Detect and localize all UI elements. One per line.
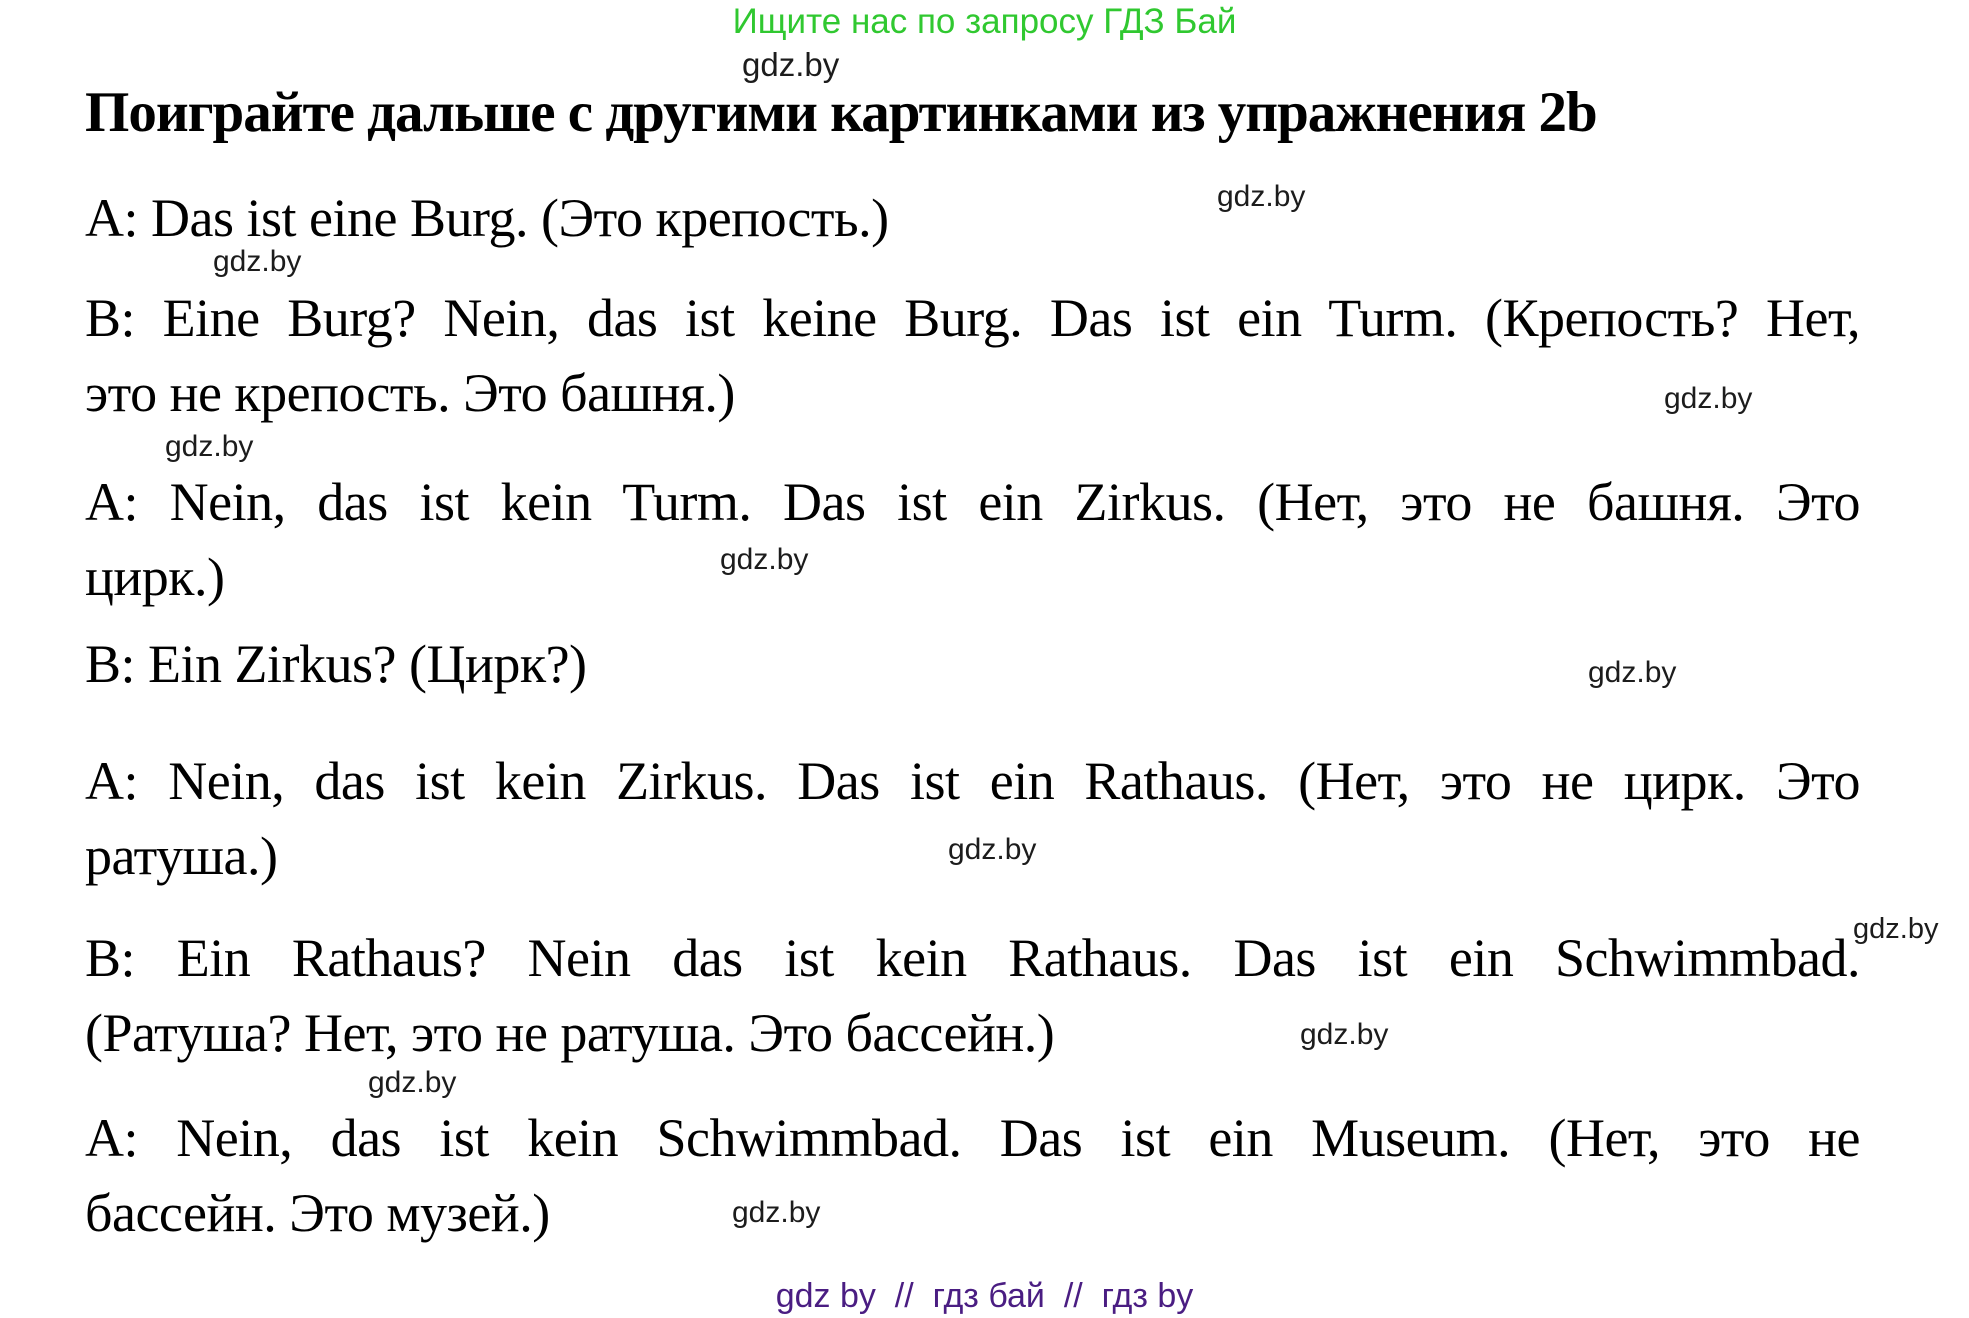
watermark-gdzby: gdz.by [1853,913,1939,945]
footer-site-tags: gdz by // гдз бай // гдз by [775,1277,1194,1315]
dialogue-line: A: Nein, das ist kein Schwimmbad. Das ist ein Museum. (Нет, это не [85,1108,1860,1168]
watermark-gdzby: gdz.by [368,1066,457,1099]
promo-header: Ищите нас по запросу ГДЗ Бай [732,2,1237,41]
watermark-gdzby: gdz.by [732,1196,821,1229]
dialogue-paragraph-a1 [85,181,1860,256]
dialogue-paragraph-b1 [85,281,1860,431]
dialogue-line: бассейн. Это музей.) [85,1183,550,1243]
watermark-gdzby: gdz.by [948,833,1037,866]
dialogue-line: B: Eine Burg? Nein, das ist keine Burg. Das ist ein Turm. (Крепость? Нет, [85,288,1860,348]
exercise-title: Поиграйте дальше с другими картинками из упражнения 2b [85,81,1597,144]
watermark-gdzby: gdz.by [1588,656,1677,689]
watermark-gdzby: gdz.by [742,46,840,83]
dialogue-paragraph-a4 [85,1101,1860,1251]
dialogue-paragraph-b3 [85,921,1860,1071]
dialogue-line: A: Nein, das ist kein Zirkus. Das ist ein Rathaus. (Нет, это не цирк. Это [85,751,1860,811]
dialogue-paragraph-a2 [85,465,1860,615]
dialogue-line: B: Ein Zirkus? (Цирк?) [85,634,587,694]
watermark-gdzby: gdz.by [1300,1018,1389,1051]
dialogue-line: (Ратуша? Нет, это не ратуша. Это бассейн.) [85,1003,1055,1063]
dialogue-line: A: Nein, das ist kein Turm. Das ist ein Zirkus. (Нет, это не башня. Это [85,472,1860,532]
dialogue-line: B: Ein Rathaus? Nein das ist kein Rathaus. Das ist ein Schwimmbad. [85,928,1860,988]
watermark-gdzby: gdz.by [1664,382,1753,415]
watermark-gdzby: gdz.by [213,245,302,278]
watermark-gdzby: gdz.by [1217,180,1306,213]
dialogue-line: A: Das ist eine Burg. (Это крепость.) [85,188,889,248]
dialogue-line: ратуша.) [85,826,278,886]
dialogue-paragraph-a3 [85,744,1860,894]
dialogue-line: цирк.) [85,547,225,607]
watermark-gdzby: gdz.by [720,543,809,576]
dialogue-line: это не крепость. Это башня.) [85,363,735,423]
watermark-gdzby: gdz.by [165,430,254,463]
